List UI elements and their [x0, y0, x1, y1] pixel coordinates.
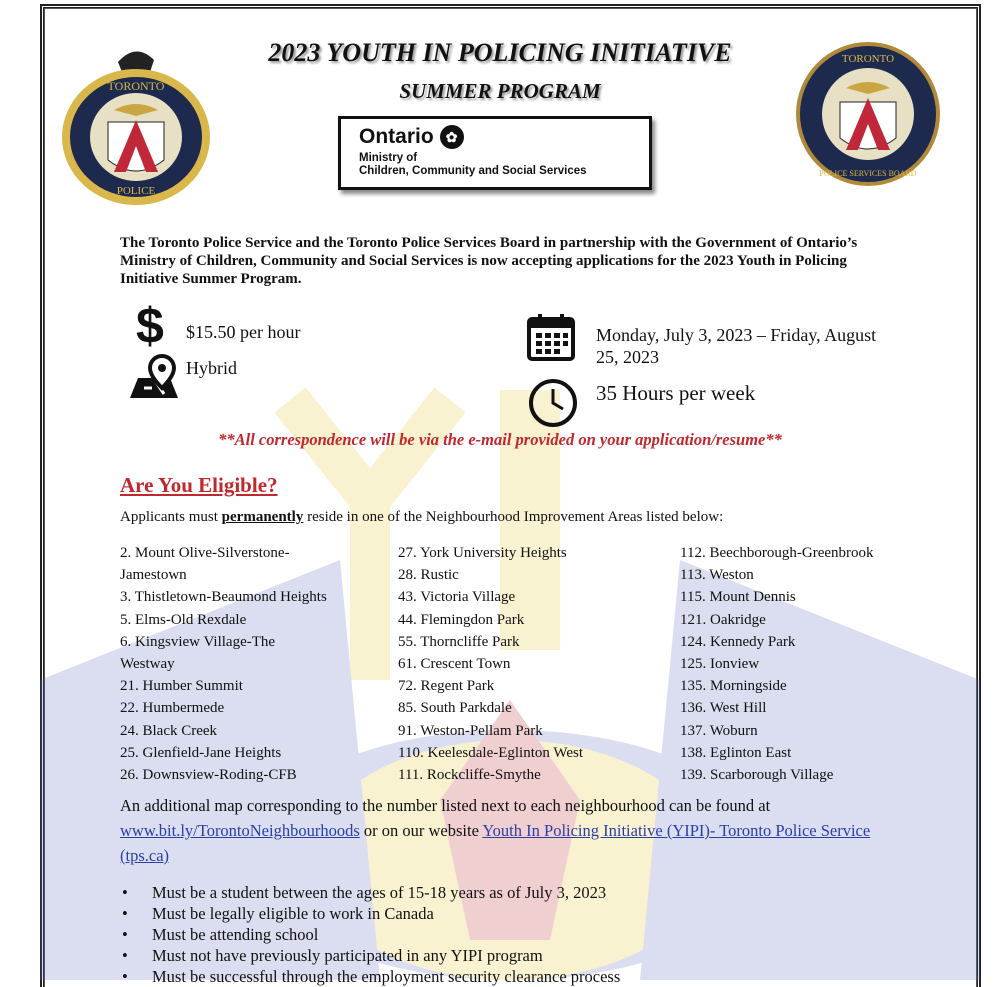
left-badge-bottom-text: POLICE: [116, 185, 156, 197]
neighbourhood-item: 115. Mount Dennis: [680, 589, 796, 606]
neighbourhood-item: 139. Scarborough Village: [680, 767, 834, 784]
neighbourhood-item: 25. Glenfield-Jane Heights: [120, 744, 282, 761]
requirements-list: [120, 882, 620, 987]
neighbourhood-item: 61. Crescent Town: [398, 656, 511, 673]
program-dates-line-1: Monday, July 3, 2023 – Friday, August: [596, 325, 877, 345]
neighbourhood-item: 6. Kingsview Village-The: [120, 633, 276, 650]
neighbourhood-item: 125. Ionview: [680, 656, 760, 673]
requirement-item: • Must be a student between the ages of 15-18 years as of July 3, 2023: [120, 882, 620, 903]
neighbourhood-item: Westway: [120, 656, 175, 673]
neighbourhood-item: 26. Downsview-Roding-CFB: [120, 767, 297, 784]
right-badge-bottom-text: POLICE SERVICES BOARD: [819, 169, 917, 178]
neighbourhood-item: 43. Victoria Village: [398, 589, 516, 606]
program-title: 2023 YOUTH IN POLICING INITIATIVE: [268, 38, 732, 67]
dollar-icon: $: [136, 298, 164, 354]
neighbourhood-item: 22. Humbermede: [120, 700, 225, 717]
map-text: An additional map corresponding to the number listed next to each neighbourhood can be found at: [120, 796, 771, 815]
neighbourhood-item: 24. Black Creek: [120, 722, 218, 739]
neighbourhood-item: 2. Mount Olive-Silverstone-: [120, 545, 290, 561]
lead-text-end: reside in one of the Neighbourhood Improvement Areas listed below:: [303, 509, 724, 525]
ontario-ministry-logo: [338, 116, 652, 190]
neighbourhood-item: 112. Beechborough-Greenbrook: [680, 545, 874, 561]
requirement-item: • Must be legally eligible to work in Canada: [120, 903, 620, 924]
neighbourhood-item: 121. Oakridge: [680, 611, 766, 628]
eligibility-heading: Are You Eligible?: [120, 473, 278, 497]
neighbourhood-item: 113. Weston: [680, 567, 754, 584]
neighbourhood-item: 124. Kennedy Park: [680, 633, 796, 650]
neighbourhood-item: 21. Humber Summit: [120, 678, 243, 695]
residency-requirement: [120, 509, 723, 526]
program-subtitle: SUMMER PROGRAM: [399, 79, 601, 103]
neighbourhood-item: 136. West Hill: [680, 700, 767, 717]
neighbourhood-item: 110. Keelesdale-Eglinton West: [398, 744, 583, 761]
neighbourhood-item: 55. Thorncliffe Park: [398, 633, 520, 650]
neighbourhood-item: 135. Morningside: [680, 678, 787, 695]
clock-icon: [527, 377, 579, 429]
neighbourhood-list: [120, 542, 920, 786]
weekly-hours: 35 Hours per week: [596, 381, 756, 405]
work-location: Hybrid: [186, 358, 237, 378]
left-badge-top-text: TORONTO: [107, 79, 165, 93]
neighbourhood-item: 91. Weston-Pellam Park: [398, 722, 543, 739]
map-info-paragraph: [120, 793, 880, 868]
permanently-emphasis: permanently: [221, 509, 304, 525]
program-dates-line-2: 25, 2023: [596, 347, 659, 367]
ministry-line-2: Children, Community and Social Services: [359, 165, 587, 177]
right-badge-top-text: TORONTO: [841, 53, 895, 65]
lead-text: Applicants must: [120, 509, 222, 525]
trillium-icon: ✿: [440, 125, 464, 149]
neighbourhood-item: 27. York University Heights: [398, 545, 567, 561]
neighbourhood-item: Jamestown: [120, 567, 187, 584]
map-pin-icon: [128, 354, 180, 400]
neighbourhood-item: 44. Flemingdon Park: [398, 611, 525, 628]
neighbourhood-column-2: [398, 542, 680, 786]
neighbourhood-item: 3. Thistletown-Beaumond Heights: [120, 589, 327, 606]
calendar-icon: [526, 312, 576, 362]
neighbourhoods-map-link[interactable]: www.bit.ly/TorontoNeighbourhoods: [120, 821, 360, 840]
requirement-item: • Must be successful through the employment security clearance process: [120, 966, 620, 987]
requirement-item: • Must be attending school: [120, 924, 620, 945]
neighbourhood-column-3: [680, 542, 920, 786]
ministry-line-1: Ministry of: [359, 152, 418, 164]
requirement-item: • Must not have previously participated in any YIPI program: [120, 945, 620, 966]
neighbourhood-item: 28. Rustic: [398, 567, 459, 584]
neighbourhood-item: 138. Eglinton East: [680, 744, 792, 761]
neighbourhood-column-1: [120, 542, 398, 786]
mid-text: or on our website: [359, 821, 483, 840]
neighbourhood-item: 137. Woburn: [680, 722, 758, 739]
pay-rate: $15.50 per hour: [186, 322, 301, 342]
yipi-website-link[interactable]: Youth In Policing Initiative (YIPI)- Toronto Police Service (tps.ca): [120, 821, 871, 865]
neighbourhood-item: 5. Elms-Old Rexdale: [120, 611, 247, 628]
neighbourhood-item: 72. Regent Park: [398, 678, 495, 695]
neighbourhood-item: 111. Rockcliffe-Smythe: [398, 767, 541, 784]
intro-paragraph: The Toronto Police Service and the Toronto Police Services Board in partnership with the Government of Ontario’s Ministry of Children, Community and Social Services is now accepting applications for the 2023 Youth in Policing Initiative Summer Program.: [120, 235, 858, 287]
ontario-name: Ontario: [359, 125, 434, 148]
neighbourhood-item: 85. South Parkdale: [398, 700, 512, 717]
correspondence-notice: **All correspondence will be via the e-mail provided on your application/resume**: [218, 430, 782, 449]
